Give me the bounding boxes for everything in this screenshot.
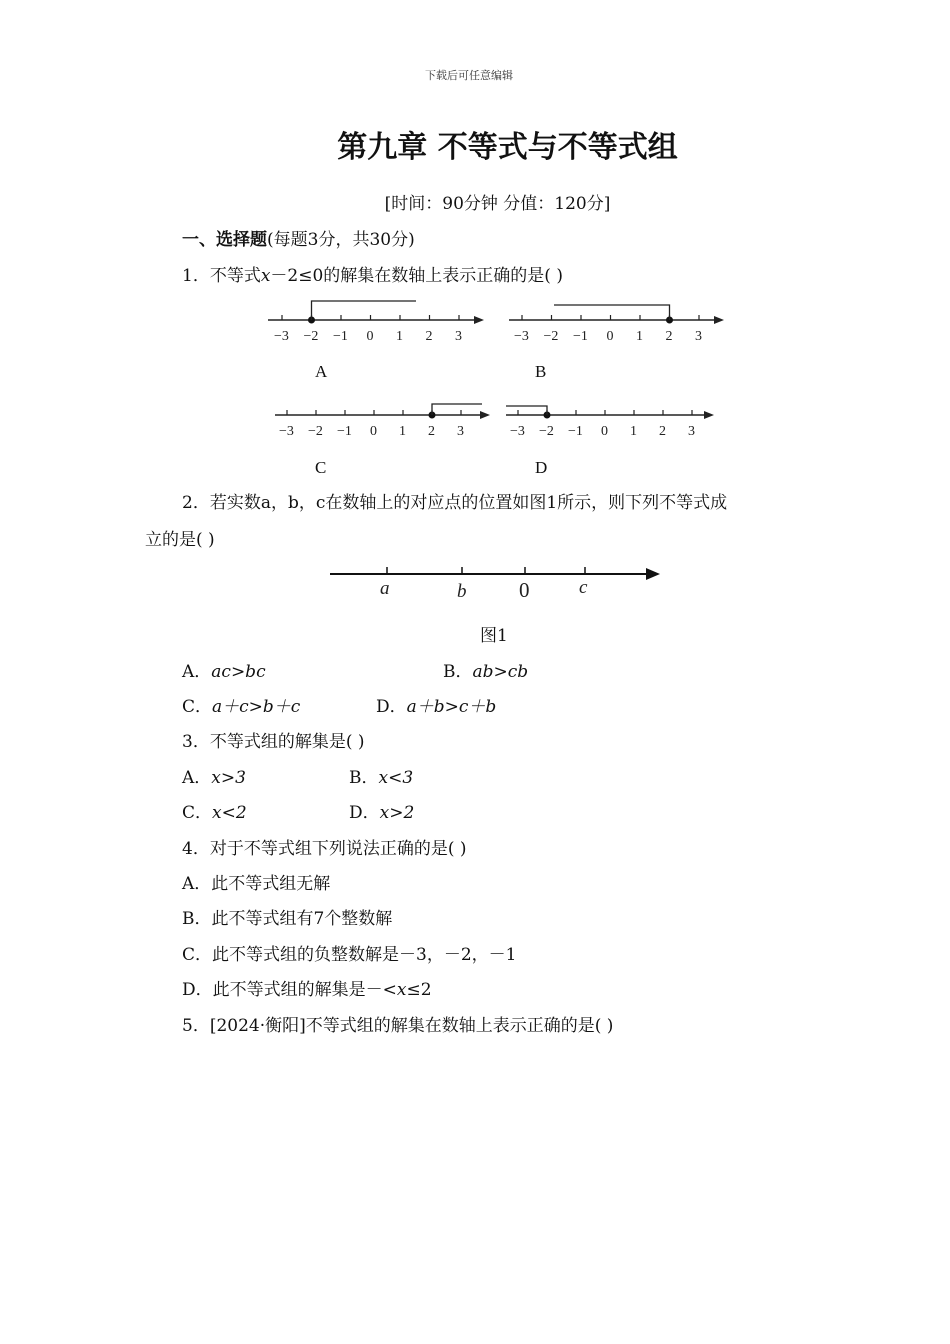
q4-option-d[interactable] bbox=[182, 980, 432, 1000]
q4-d-var: x bbox=[396, 980, 407, 1000]
tick-label-c: −3 bbox=[279, 424, 294, 439]
fig-point-b: b bbox=[457, 581, 467, 602]
q3-stem: 3．不等式组的解集是( ) bbox=[182, 732, 365, 752]
fig-point-0: 0 bbox=[519, 578, 530, 602]
tick-label-a: 1 bbox=[396, 329, 403, 344]
q1-option-a[interactable]: A bbox=[315, 362, 328, 381]
section-title: 一、选择题 bbox=[182, 230, 267, 250]
header-note: 下载后可任意编辑 bbox=[425, 69, 513, 82]
q2-a-label: A． bbox=[182, 662, 212, 682]
q2-option-a[interactable] bbox=[182, 662, 266, 682]
q3-a-label: A． bbox=[182, 768, 212, 788]
q3-a-expr: x>3 bbox=[211, 768, 246, 788]
q2-option-d[interactable] bbox=[376, 697, 496, 717]
fig-point-c: c bbox=[579, 577, 588, 598]
q4-option-a[interactable]: A．此不等式组无解 bbox=[182, 874, 331, 894]
tick-label-d: −2 bbox=[539, 424, 554, 439]
q2-c-expr: a＋c>b＋c bbox=[212, 697, 301, 717]
q3-option-c[interactable] bbox=[182, 803, 247, 823]
q2-option-b[interactable] bbox=[443, 662, 528, 682]
tick-label-a: 3 bbox=[455, 329, 462, 344]
fig-point-a: a bbox=[380, 578, 390, 599]
q1-var: x bbox=[260, 266, 271, 286]
section-note: (每题3分，共30分) bbox=[267, 230, 415, 250]
tick-label-d: 1 bbox=[630, 424, 637, 439]
tick-label-a: −2 bbox=[303, 329, 319, 344]
tick-label-d: −1 bbox=[568, 424, 583, 439]
q2-b-label: B． bbox=[443, 662, 473, 682]
page-title: 第九章 不等式与不等式组 bbox=[337, 130, 678, 165]
q4-option-b[interactable]: B．此不等式组有7个整数解 bbox=[182, 909, 393, 929]
tick-label-d: −3 bbox=[510, 424, 525, 439]
tick-label-b: −3 bbox=[514, 329, 529, 344]
q3-option-a[interactable] bbox=[182, 768, 246, 788]
tick-label-a: −3 bbox=[274, 329, 289, 344]
q2-b-expr: ab>cb bbox=[472, 662, 529, 682]
q2-d-expr: a＋b>c＋b bbox=[406, 697, 497, 717]
tick-label-d: 2 bbox=[659, 424, 666, 439]
figure-caption: 图1 bbox=[480, 626, 508, 646]
q2-option-c[interactable] bbox=[182, 697, 300, 717]
q1-option-d[interactable]: D bbox=[535, 458, 548, 477]
q1-option-c[interactable]: C bbox=[315, 458, 327, 477]
q1-num: 1． bbox=[182, 266, 210, 286]
tick-label-b: −1 bbox=[573, 329, 588, 344]
tick-label-a: 2 bbox=[425, 329, 433, 344]
tick-label-d: 3 bbox=[688, 424, 695, 439]
tick-label-c: 1 bbox=[399, 424, 406, 439]
q1-option-b[interactable]: B bbox=[535, 362, 547, 381]
q3-c-expr: x<2 bbox=[212, 803, 247, 823]
page-meta: [时间：90分钟 分值：120分] bbox=[384, 194, 611, 214]
q2-stem-line2: 立的是( ) bbox=[145, 530, 215, 550]
tick-label-b: 0 bbox=[606, 329, 614, 344]
q3-option-b[interactable] bbox=[349, 768, 413, 788]
q2-a-expr: ac>bc bbox=[211, 662, 266, 682]
q1-post: －2≤0的解集在数轴上表示正确的是( ) bbox=[270, 266, 563, 286]
tick-label-a: −1 bbox=[333, 329, 348, 344]
tick-label-c: 3 bbox=[457, 424, 464, 439]
q4-stem: 4．对于不等式组下列说法正确的是( ) bbox=[182, 839, 467, 859]
q1-pre: 不等式 bbox=[209, 266, 261, 286]
q4-d-post: ≤2 bbox=[406, 980, 432, 1000]
tick-label-b: −2 bbox=[543, 329, 559, 344]
tick-label-c: 2 bbox=[428, 424, 435, 439]
q3-d-expr: x>2 bbox=[379, 803, 415, 823]
q4-option-c[interactable]: C．此不等式组的负整数解是－3，－2，－1 bbox=[182, 945, 517, 965]
q2-stem-line1: 2．若实数a，b，c在数轴上的对应点的位置如图1所示，则下列不等式成 bbox=[182, 493, 728, 513]
tick-label-b: 1 bbox=[636, 329, 643, 344]
arrow-icon bbox=[646, 568, 660, 580]
q4-d-pre: D．此不等式组的解集是－< bbox=[182, 980, 397, 1000]
tick-label-b: 2 bbox=[665, 329, 673, 344]
tick-label-c: −2 bbox=[308, 424, 323, 439]
q2-d-label: D． bbox=[376, 697, 407, 717]
q3-b-expr: x<3 bbox=[378, 768, 414, 788]
tick-label-a: 0 bbox=[366, 329, 374, 344]
q3-d-label: D． bbox=[349, 803, 380, 823]
q2-c-label: C． bbox=[182, 697, 213, 717]
q3-c-label: C． bbox=[182, 803, 213, 823]
tick-label-c: 0 bbox=[370, 424, 377, 439]
q3-b-label: B． bbox=[349, 768, 379, 788]
tick-label-b: 3 bbox=[695, 329, 702, 344]
q5-stem: 5．[2024·衡阳]不等式组的解集在数轴上表示正确的是( ) bbox=[182, 1016, 614, 1036]
tick-label-c: −1 bbox=[337, 424, 352, 439]
q3-option-d[interactable] bbox=[349, 803, 414, 823]
tick-label-d: 0 bbox=[601, 424, 608, 439]
